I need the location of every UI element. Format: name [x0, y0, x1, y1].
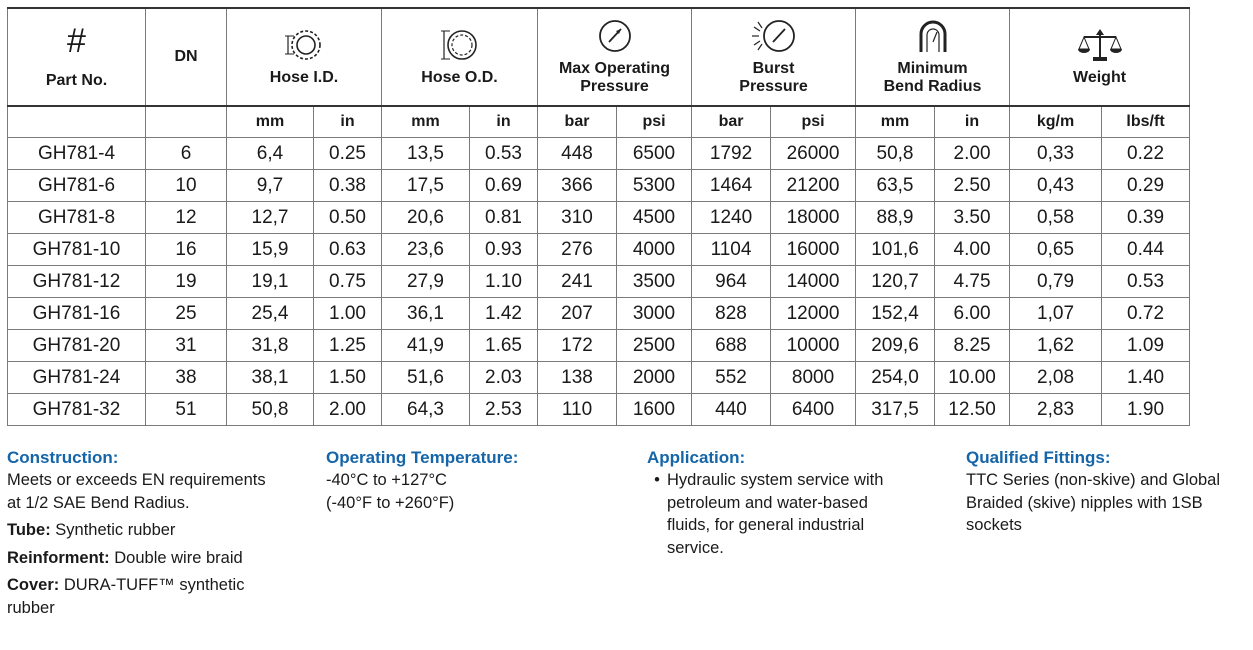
table-cell: 172: [538, 330, 617, 362]
table-cell: 26000: [771, 138, 856, 170]
weight-scale-icon: [1076, 27, 1124, 63]
table-cell: 241: [538, 266, 617, 298]
part-number-cell: GH781-20: [8, 330, 146, 362]
table-cell: 2.53: [470, 394, 538, 426]
hose-od-header: Hose O.D.: [382, 8, 538, 106]
table-cell: 1,07: [1010, 298, 1102, 330]
table-cell: 310: [538, 202, 617, 234]
unit-cell: kg/m: [1010, 106, 1102, 138]
qualified-fittings-text: TTC Series (non-skive) and Global Braided (skive) nipples with 1SB sockets: [966, 471, 1221, 534]
hose-id-header: Hose I.D.: [227, 8, 382, 106]
table-cell: 9,7: [227, 170, 314, 202]
table-cell: 1.50: [314, 362, 382, 394]
table-cell: 15,9: [227, 234, 314, 266]
application-title: Application:: [647, 448, 746, 467]
table-cell: 254,0: [856, 362, 935, 394]
table-cell: 38,1: [227, 362, 314, 394]
application-text: Hydraulic system service with petroleum and water-based fluids, for general industrial service.: [667, 471, 884, 557]
table-cell: 2.50: [935, 170, 1010, 202]
table-cell: 0,65: [1010, 234, 1102, 266]
table-cell: 6.00: [935, 298, 1010, 330]
table-cell: 23,6: [382, 234, 470, 266]
table-cell: 1600: [617, 394, 692, 426]
table-cell: 101,6: [856, 234, 935, 266]
table-cell: 6: [146, 138, 227, 170]
unit-cell: in: [470, 106, 538, 138]
table-cell: 138: [538, 362, 617, 394]
table-cell: 17,5: [382, 170, 470, 202]
unit-cell: in: [314, 106, 382, 138]
table-cell: 12: [146, 202, 227, 234]
table-cell: 0.25: [314, 138, 382, 170]
application-section: [647, 447, 947, 559]
table-cell: 0.39: [1102, 202, 1190, 234]
table-cell: 0.75: [314, 266, 382, 298]
table-cell: 1.25: [314, 330, 382, 362]
table-cell: 2.03: [470, 362, 538, 394]
hash-symbol: #: [67, 22, 86, 60]
table-cell: 276: [538, 234, 617, 266]
operating-temperature-section: [326, 447, 626, 514]
table-cell: 50,8: [227, 394, 314, 426]
table-cell: 1,62: [1010, 330, 1102, 362]
table-cell: 120,7: [856, 266, 935, 298]
burst-gauge-icon: [749, 18, 799, 54]
unit-cell: bar: [538, 106, 617, 138]
construction-section: [7, 447, 297, 619]
temperature-fahrenheit: (-40°F to +260°F): [326, 493, 455, 512]
part-number-cell: GH781-12: [8, 266, 146, 298]
table-cell: 36,1: [382, 298, 470, 330]
table-row: [8, 330, 1190, 362]
table-row: [8, 298, 1190, 330]
table-cell: 16000: [771, 234, 856, 266]
table-row: [8, 234, 1190, 266]
table-cell: 0.38: [314, 170, 382, 202]
unit-cell: psi: [617, 106, 692, 138]
temperature-celsius: -40°C to +127°C: [326, 471, 447, 489]
part-number-cell: GH781-6: [8, 170, 146, 202]
table-cell: 0.53: [1102, 266, 1190, 298]
table-cell: 63,5: [856, 170, 935, 202]
max-pressure-header: Max Operating Pressure: [538, 8, 692, 106]
table-cell: 3.50: [935, 202, 1010, 234]
table-cell: 10.00: [935, 362, 1010, 394]
part-number-cell: GH781-16: [8, 298, 146, 330]
table-cell: 8000: [771, 362, 856, 394]
table-cell: 1.10: [470, 266, 538, 298]
table-cell: 3500: [617, 266, 692, 298]
table-body: [8, 138, 1190, 426]
table-cell: 6500: [617, 138, 692, 170]
table-cell: 828: [692, 298, 771, 330]
table-cell: 688: [692, 330, 771, 362]
unit-cell: mm: [856, 106, 935, 138]
table-cell: 1240: [692, 202, 771, 234]
table-cell: 21200: [771, 170, 856, 202]
reinforcement-spec: Reinforment: Double wire braid: [7, 548, 243, 567]
table-row: [8, 266, 1190, 298]
qualified-fittings-title: Qualified Fittings:: [966, 448, 1111, 467]
table-cell: 6,4: [227, 138, 314, 170]
table-cell: 51,6: [382, 362, 470, 394]
unit-cell: lbs/ft: [1102, 106, 1190, 138]
table-cell: 25,4: [227, 298, 314, 330]
burst-pressure-header: Burst Pressure: [692, 8, 856, 106]
table-cell: 5300: [617, 170, 692, 202]
tube-spec: Tube: Synthetic rubber: [7, 521, 176, 539]
bend-radius-header: Minimum Bend Radius: [856, 8, 1010, 106]
table-cell: 3000: [617, 298, 692, 330]
table-cell: 964: [692, 266, 771, 298]
table-cell: 317,5: [856, 394, 935, 426]
table-cell: 0.81: [470, 202, 538, 234]
table-cell: 38: [146, 362, 227, 394]
part-no-header: # Part No.: [8, 8, 146, 106]
units-blank: [146, 106, 227, 138]
table-cell: 10: [146, 170, 227, 202]
weight-header: Weight: [1010, 8, 1190, 106]
unit-cell: in: [935, 106, 1010, 138]
table-cell: 0.50: [314, 202, 382, 234]
table-row: [8, 394, 1190, 426]
table-cell: 8.25: [935, 330, 1010, 362]
table-cell: 27,9: [382, 266, 470, 298]
table-cell: 0.53: [470, 138, 538, 170]
pressure-gauge-icon: [597, 18, 633, 54]
spec-table: [7, 7, 1190, 426]
table-cell: 0,43: [1010, 170, 1102, 202]
table-cell: 31: [146, 330, 227, 362]
table-cell: 0.72: [1102, 298, 1190, 330]
table-cell: 64,3: [382, 394, 470, 426]
table-cell: 1792: [692, 138, 771, 170]
table-row: [8, 202, 1190, 234]
table-cell: 19: [146, 266, 227, 298]
table-cell: 2500: [617, 330, 692, 362]
hose-od-icon: [438, 27, 482, 63]
table-cell: 1.90: [1102, 394, 1190, 426]
table-cell: 88,9: [856, 202, 935, 234]
hose-id-icon: [282, 27, 326, 63]
table-cell: 50,8: [856, 138, 935, 170]
table-cell: 0,58: [1010, 202, 1102, 234]
table-cell: 51: [146, 394, 227, 426]
table-cell: 1.42: [470, 298, 538, 330]
table-cell: 12.50: [935, 394, 1010, 426]
cover-spec: Cover: DURA-TUFF™ synthetic rubber: [7, 576, 245, 617]
part-number-cell: GH781-4: [8, 138, 146, 170]
table-row: [8, 170, 1190, 202]
table-cell: 13,5: [382, 138, 470, 170]
table-cell: 110: [538, 394, 617, 426]
table-cell: 1.65: [470, 330, 538, 362]
part-number-cell: GH781-32: [8, 394, 146, 426]
table-cell: 1464: [692, 170, 771, 202]
qualified-fittings-section: [966, 447, 1248, 537]
table-cell: 0,79: [1010, 266, 1102, 298]
table-cell: 2.00: [935, 138, 1010, 170]
table-cell: 2000: [617, 362, 692, 394]
part-number-cell: GH781-10: [8, 234, 146, 266]
table-cell: 25: [146, 298, 227, 330]
table-cell: 2,08: [1010, 362, 1102, 394]
table-cell: 19,1: [227, 266, 314, 298]
part-number-cell: GH781-8: [8, 202, 146, 234]
unit-cell: mm: [227, 106, 314, 138]
unit-cell: bar: [692, 106, 771, 138]
table-cell: 4.75: [935, 266, 1010, 298]
part-number-cell: GH781-24: [8, 362, 146, 394]
table-cell: 0.69: [470, 170, 538, 202]
table-cell: 0.29: [1102, 170, 1190, 202]
table-cell: 41,9: [382, 330, 470, 362]
table-cell: 1.00: [314, 298, 382, 330]
table-cell: 20,6: [382, 202, 470, 234]
table-cell: 440: [692, 394, 771, 426]
table-cell: 1.09: [1102, 330, 1190, 362]
table-row: [8, 362, 1190, 394]
table-cell: 0.22: [1102, 138, 1190, 170]
construction-text: Meets or exceeds EN requirements at 1/2 SAE Bend Radius.: [7, 471, 266, 512]
table-cell: 6400: [771, 394, 856, 426]
table-cell: 12000: [771, 298, 856, 330]
application-bullet-item: [647, 469, 947, 559]
dn-header: DN: [146, 8, 227, 106]
table-cell: 0.93: [470, 234, 538, 266]
table-cell: 1.40: [1102, 362, 1190, 394]
table-cell: 31,8: [227, 330, 314, 362]
table-cell: 4.00: [935, 234, 1010, 266]
table-cell: 2.00: [314, 394, 382, 426]
table-cell: 4500: [617, 202, 692, 234]
bend-radius-icon: [915, 18, 951, 54]
table-cell: 1104: [692, 234, 771, 266]
table-cell: 10000: [771, 330, 856, 362]
table-cell: 0,33: [1010, 138, 1102, 170]
operating-temperature-title: Operating Temperature:: [326, 448, 519, 467]
table-cell: 18000: [771, 202, 856, 234]
table-cell: 366: [538, 170, 617, 202]
table-cell: 448: [538, 138, 617, 170]
table-cell: 12,7: [227, 202, 314, 234]
table-cell: 2,83: [1010, 394, 1102, 426]
construction-title: Construction:: [7, 448, 119, 467]
table-cell: 14000: [771, 266, 856, 298]
table-row: [8, 138, 1190, 170]
unit-cell: psi: [771, 106, 856, 138]
table-cell: 0.63: [314, 234, 382, 266]
units-row: [8, 106, 1190, 138]
bullet-icon: •: [654, 471, 660, 489]
table-cell: 552: [692, 362, 771, 394]
header-row: [8, 8, 1190, 106]
table-cell: 0.44: [1102, 234, 1190, 266]
table-cell: 16: [146, 234, 227, 266]
table-cell: 209,6: [856, 330, 935, 362]
table-cell: 207: [538, 298, 617, 330]
units-blank: [8, 106, 146, 138]
table-cell: 4000: [617, 234, 692, 266]
unit-cell: mm: [382, 106, 470, 138]
table-cell: 152,4: [856, 298, 935, 330]
